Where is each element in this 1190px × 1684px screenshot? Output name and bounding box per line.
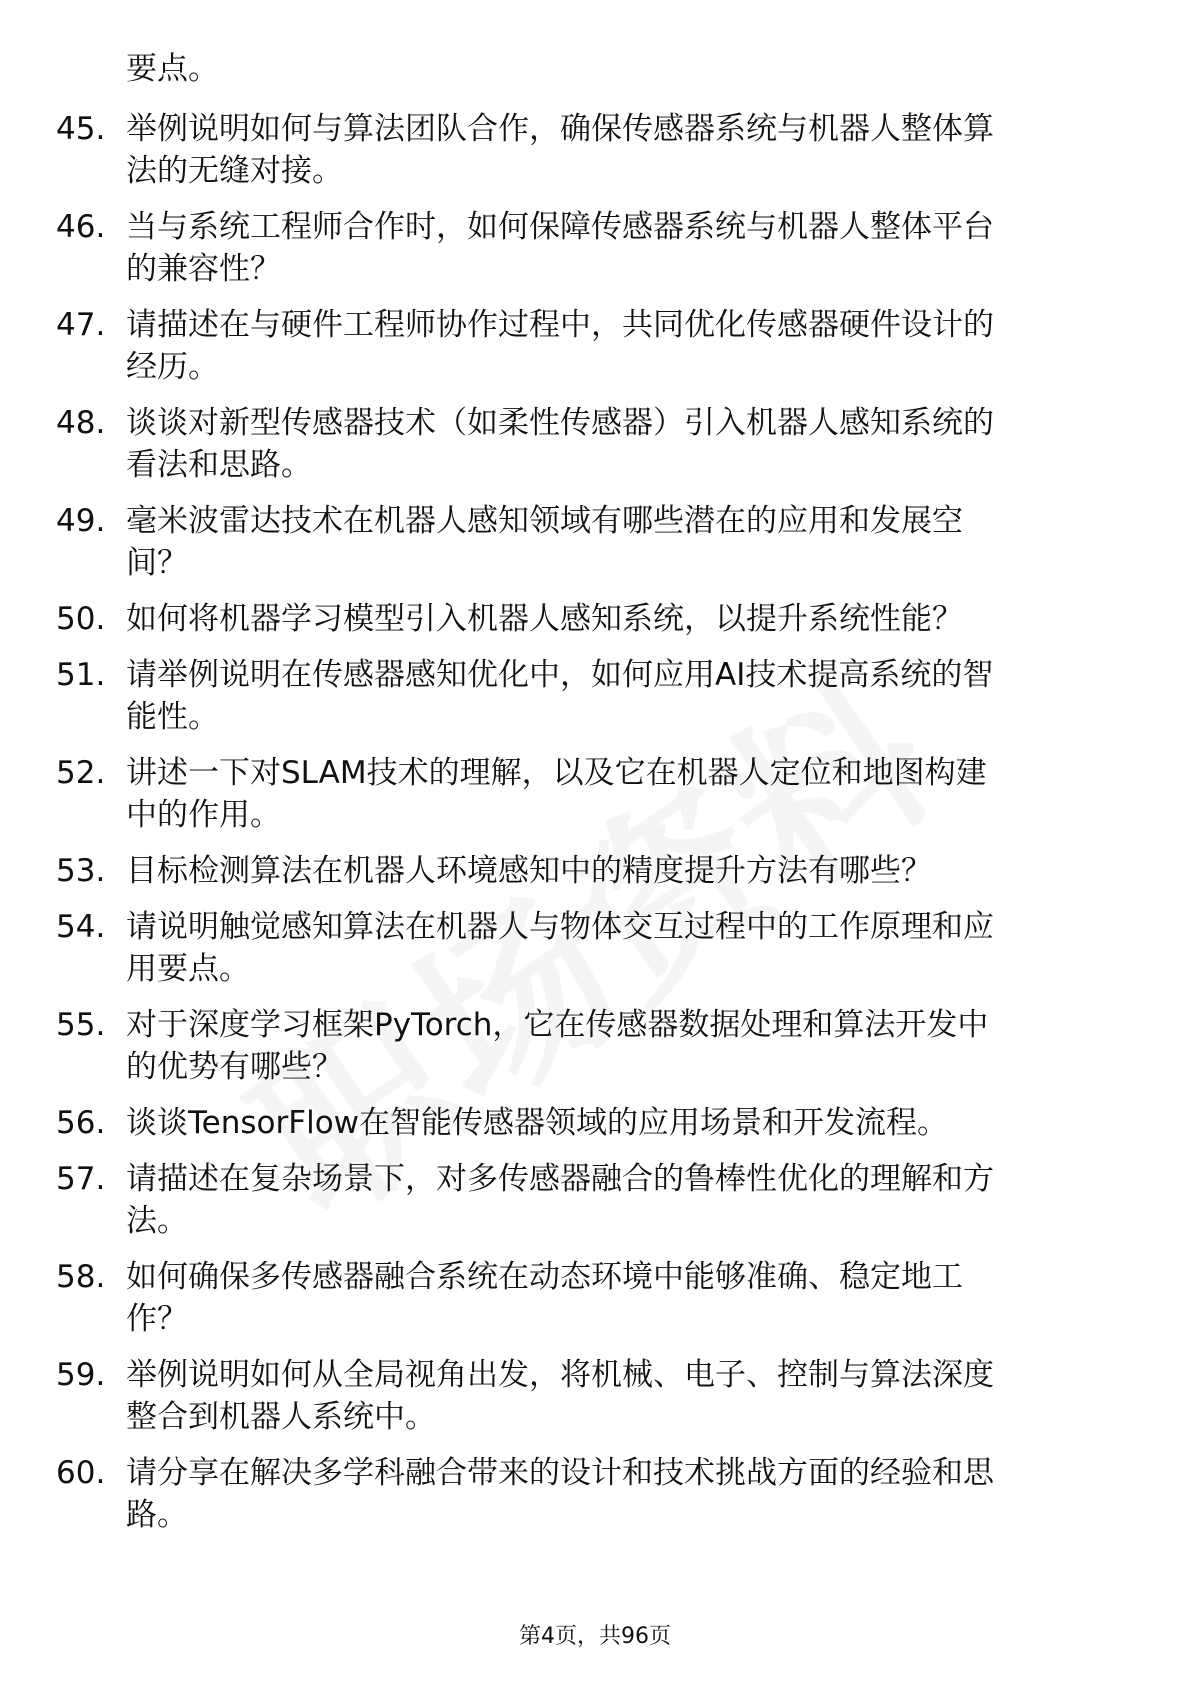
- question-text: 请说明触觉感知算法在机器人与物体交互过程中的工作原理和应 用要点。: [126, 909, 994, 987]
- question-number: 50.: [56, 601, 106, 637]
- question-number: 59.: [56, 1357, 106, 1393]
- question-number: 52.: [56, 755, 106, 791]
- question-text: 举例说明如何从全局视角出发，将机械、电子、控制与算法深度 整合到机器人系统中。: [126, 1357, 994, 1435]
- question-text: 请描述在与硬件工程师协作过程中，共同优化传感器硬件设计的 经历。: [126, 307, 994, 385]
- question-text: 目标检测算法在机器人环境感知中的精度提升方法有哪些？: [126, 853, 932, 889]
- question-text: 当与系统工程师合作时，如何保障传感器系统与机器人整体平台 的兼容性？: [126, 209, 994, 287]
- question-number: 47.: [56, 307, 106, 343]
- question-text: 如何将机器学习模型引入机器人感知系统，以提升系统性能？: [126, 601, 963, 637]
- question-text: 讲述一下对SLAM技术的理解，以及它在机器人定位和地图构建 中的作用。: [126, 755, 987, 833]
- question-text: 请分享在解决多学科融合带来的设计和技术挑战方面的经验和思 路。: [126, 1455, 994, 1533]
- question-number: 57.: [56, 1161, 106, 1197]
- question-text: 毫米波雷达技术在机器人感知领域有哪些潜在的应用和发展空 间？: [126, 503, 963, 581]
- question-number: 55.: [56, 1007, 106, 1043]
- question-text: 对于深度学习框架PyTorch，它在传感器数据处理和算法开发中 的优势有哪些？: [126, 1007, 989, 1085]
- question-number: 60.: [56, 1455, 106, 1491]
- question-text: 谈谈TensorFlow在智能传感器领域的应用场景和开发流程。: [126, 1105, 949, 1141]
- question-number: 56.: [56, 1105, 106, 1141]
- question-number: 51.: [56, 657, 106, 693]
- continuation-text: 要点。: [126, 51, 219, 87]
- question-number: 58.: [56, 1259, 106, 1295]
- question-number: 53.: [56, 853, 106, 889]
- question-number: 54.: [56, 909, 106, 945]
- question-text: 举例说明如何与算法团队合作，确保传感器系统与机器人整体算 法的无缝对接。: [126, 111, 994, 189]
- question-text: 如何确保多传感器融合系统在动态环境中能够准确、稳定地工 作？: [126, 1259, 963, 1337]
- page-number-footer: 第4页，共96页: [519, 1624, 671, 1649]
- question-number: 48.: [56, 405, 106, 441]
- question-text: 请举例说明在传感器感知优化中，如何应用AI技术提高系统的智 能性。: [126, 657, 994, 735]
- question-number: 49.: [56, 503, 106, 539]
- question-number: 46.: [56, 209, 106, 245]
- question-text: 谈谈对新型传感器技术（如柔性传感器）引入机器人感知系统的 看法和思路。: [126, 405, 994, 483]
- question-number: 45.: [56, 111, 106, 147]
- question-text: 请描述在复杂场景下，对多传感器融合的鲁棒性优化的理解和方 法。: [126, 1161, 994, 1239]
